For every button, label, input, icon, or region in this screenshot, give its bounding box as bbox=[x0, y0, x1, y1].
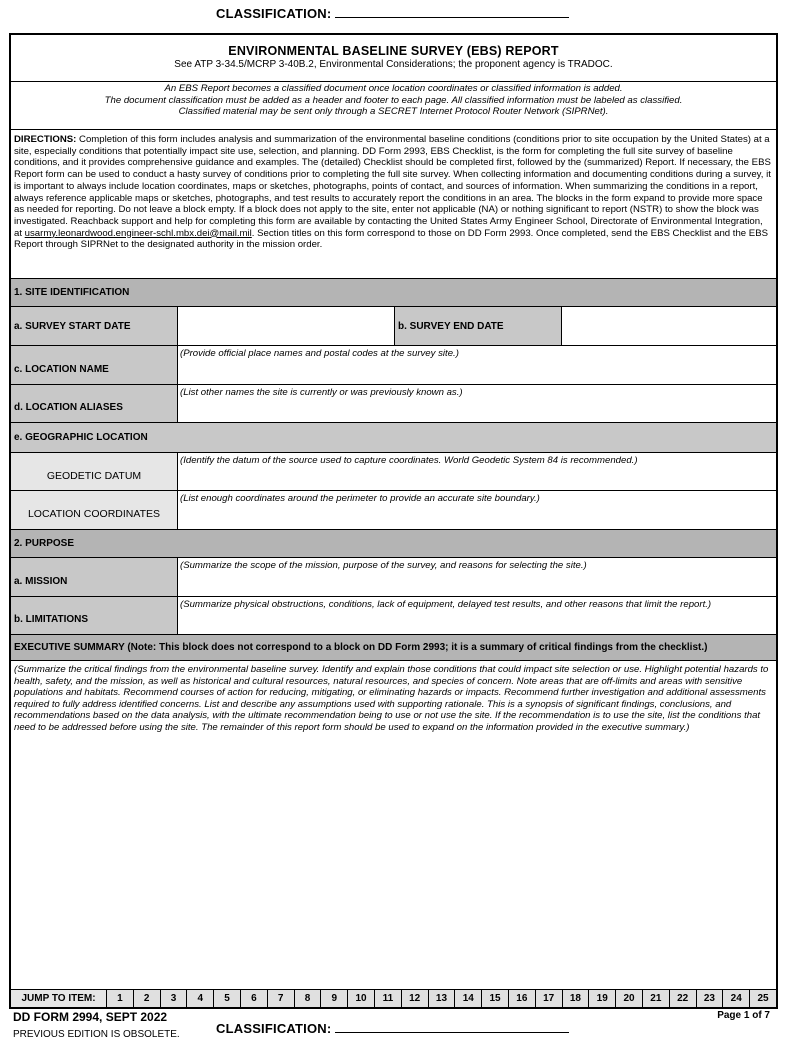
jump-item-button[interactable]: 20 bbox=[616, 990, 643, 1007]
location-aliases-label: d. LOCATION ALIASES bbox=[11, 385, 178, 422]
jump-item-button[interactable]: 2 bbox=[134, 990, 161, 1007]
mission-row bbox=[11, 558, 776, 597]
jump-item-button[interactable]: 13 bbox=[429, 990, 456, 1007]
jump-item-button[interactable]: 24 bbox=[723, 990, 750, 1007]
jump-item-button[interactable]: 18 bbox=[563, 990, 590, 1007]
survey-end-date-field[interactable] bbox=[562, 307, 776, 345]
jump-item-button[interactable]: 8 bbox=[295, 990, 322, 1007]
classification-label: CLASSIFICATION: bbox=[216, 6, 332, 21]
executive-summary-header: EXECUTIVE SUMMARY (Note: This block does not correspond to a block on DD Form 2993; it is a summary of critical findings from the checklist.) bbox=[11, 635, 776, 661]
jump-item-button[interactable]: 12 bbox=[402, 990, 429, 1007]
form-subtitle: See ATP 3-34.5/MCRP 3-40B.2, Environmental Considerations; the proponent agency is TRADOC. bbox=[174, 59, 613, 70]
directions-text-2: . Section titles on this form correspond to those on DD Form 2993. Once completed, send the EBS Checklist and the EBS Report through SIPRNet to the designated authority in the mission order. bbox=[14, 227, 768, 251]
location-name-field[interactable]: (Provide official place names and postal codes at the survey site.) bbox=[180, 348, 459, 359]
form-header bbox=[11, 35, 776, 82]
support-email-link[interactable]: usarmy.leonardwood.engineer-schl.mbx.dei@mail.mil bbox=[24, 227, 252, 239]
geodetic-datum-label: GEODETIC DATUM bbox=[11, 453, 178, 490]
jump-item-button[interactable]: 6 bbox=[241, 990, 268, 1007]
form-id: DD FORM 2994, SEPT 2022 bbox=[13, 1010, 168, 1024]
directions-block bbox=[11, 130, 776, 279]
limitations-row bbox=[11, 597, 776, 635]
jump-item-button[interactable]: 7 bbox=[268, 990, 295, 1007]
jump-to-item-bar bbox=[11, 990, 776, 1007]
form-title: ENVIRONMENTAL BASELINE SURVEY (EBS) REPORT bbox=[228, 44, 559, 58]
location-name-row bbox=[11, 346, 776, 385]
jump-item-button[interactable]: 16 bbox=[509, 990, 536, 1007]
section-purpose: 2. PURPOSE bbox=[11, 530, 776, 558]
notice-line-1: An EBS Report becomes a classified document once location coordinates or classified information is added. bbox=[164, 83, 623, 94]
jump-to-item-label: JUMP TO ITEM: bbox=[11, 990, 107, 1007]
jump-item-button[interactable]: 21 bbox=[643, 990, 670, 1007]
survey-dates-row bbox=[11, 307, 776, 346]
jump-item-button[interactable]: 25 bbox=[750, 990, 776, 1007]
section-site-identification: 1. SITE IDENTIFICATION bbox=[11, 279, 776, 307]
jump-item-button[interactable]: 17 bbox=[536, 990, 563, 1007]
ebs-report-form bbox=[9, 33, 778, 1009]
classification-footer bbox=[216, 1021, 569, 1036]
classification-label: CLASSIFICATION: bbox=[216, 1021, 332, 1036]
geodetic-datum-field[interactable]: (Identify the datum of the source used to capture coordinates. World Geodetic System 84 is recommended.) bbox=[180, 455, 638, 466]
directions-label: DIRECTIONS: bbox=[14, 134, 77, 145]
jump-item-button[interactable]: 9 bbox=[321, 990, 348, 1007]
location-aliases-row bbox=[11, 385, 776, 423]
limitations-field[interactable]: (Summarize physical obstructions, conditions, lack of equipment, delayed test results, and other reasons that limit the report.) bbox=[180, 599, 712, 610]
jump-item-button[interactable]: 14 bbox=[455, 990, 482, 1007]
executive-summary-field[interactable]: (Summarize the critical findings from the environmental baseline survey. Identify and explain those conditions that could impact site selection or use. Highlight potential hazards to health, safety, and the mission, as well as historical and cultural resources, natural resources, and species of concern. Note areas that are off-limits and areas with sensitive populations and habitats. Recommend courses of action for reducing, mitigating, or eliminating hazards or impacts. Recommend further investigation and additional assessments required to fully address identified concerns. List and describe any assumptions used with supporting rationale. This is a synopsis of significant findings, conclusions, and recommendations based on the data analysis, with the ultimate recommendation being to use or not use the site. If the recommendation is to use the site, list the conditions that need to be addressed before using the site. The remainder of this report form should be used to expand on the information provided in the executive summary.) bbox=[11, 661, 776, 990]
notice-line-3: Classified material may be sent only through a SECRET Internet Protocol Router Network (SIPRNet). bbox=[178, 106, 609, 118]
jump-item-button[interactable]: 11 bbox=[375, 990, 402, 1007]
jump-item-button[interactable]: 10 bbox=[348, 990, 375, 1007]
survey-start-date-label: a. SURVEY START DATE bbox=[11, 307, 178, 345]
classification-field[interactable] bbox=[335, 6, 569, 18]
jump-item-button[interactable]: 4 bbox=[187, 990, 214, 1007]
geodetic-datum-row bbox=[11, 453, 776, 491]
survey-start-date-field[interactable] bbox=[178, 307, 394, 345]
notice-line-2: The document classification must be added as a header and footer to each page. All classified information must be labeled as classified. bbox=[104, 94, 683, 106]
location-name-label: c. LOCATION NAME bbox=[11, 346, 178, 384]
location-coordinates-label: LOCATION COORDINATES bbox=[11, 491, 178, 529]
jump-item-button[interactable]: 22 bbox=[670, 990, 697, 1007]
mission-label: a. MISSION bbox=[11, 558, 178, 596]
mission-field[interactable]: (Summarize the scope of the mission, purpose of the survey, and reasons for selecting the site.) bbox=[180, 560, 587, 571]
directions-text-1: Completion of this form includes analysis and summarization of the environmental baseline conditions (conditions prior to site occupation by the United States) at a site, especially conditions that potentially impact site use, selection, and planning. DD Form 2993, EBS Checklist, is the form for completing the full site survey of baseline conditions, and it provides comprehensive guidance and examples. The (detailed) Checklist should be completed first, followed by the (summarized) Report. If necessary, the EBS Report form can be used to conduct a hasty survey of conditions prior to completing the full site survey. When collecting information and documenting conditions during a survey, it is important to always include location coordinates, maps or sketches, photographs, points of contact, and sources of information. When summarizing the conditions in a report, always reference applicable maps or sketches, photographs, and test results to accurately report the conditions in an area. The blocks in the form expand to provide more space as needed for reporting. Do not leave a block empty. If a block does not apply to the site, enter not applicable (NA) or nothing significant to report (NSTR) to show the block was investigated. Reachback support and help for completing this form are available by contacting the United States Army Engineer School, Directorate of Environmental Integration, at bbox=[14, 134, 771, 239]
page-number: Page 1 of 7 bbox=[717, 1010, 770, 1021]
jump-item-button[interactable]: 23 bbox=[697, 990, 724, 1007]
location-coordinates-row bbox=[11, 491, 776, 530]
classification-field[interactable] bbox=[335, 1021, 569, 1033]
jump-item-button[interactable]: 3 bbox=[161, 990, 188, 1007]
classification-header bbox=[216, 6, 569, 21]
survey-end-date-label: b. SURVEY END DATE bbox=[394, 307, 562, 345]
previous-edition-note: PREVIOUS EDITION IS OBSOLETE. bbox=[13, 1029, 180, 1040]
jump-item-button[interactable]: 15 bbox=[482, 990, 509, 1007]
jump-item-button[interactable]: 5 bbox=[214, 990, 241, 1007]
limitations-label: b. LIMITATIONS bbox=[11, 597, 178, 634]
jump-item-button[interactable]: 1 bbox=[107, 990, 134, 1007]
classification-notice bbox=[11, 82, 776, 130]
section-geographic-location: e. GEOGRAPHIC LOCATION bbox=[11, 423, 776, 453]
location-coordinates-field[interactable]: (List enough coordinates around the perimeter to provide an accurate site boundary.) bbox=[180, 493, 540, 504]
jump-item-button[interactable]: 19 bbox=[589, 990, 616, 1007]
location-aliases-field[interactable]: (List other names the site is currently or was previously known as.) bbox=[180, 387, 463, 398]
